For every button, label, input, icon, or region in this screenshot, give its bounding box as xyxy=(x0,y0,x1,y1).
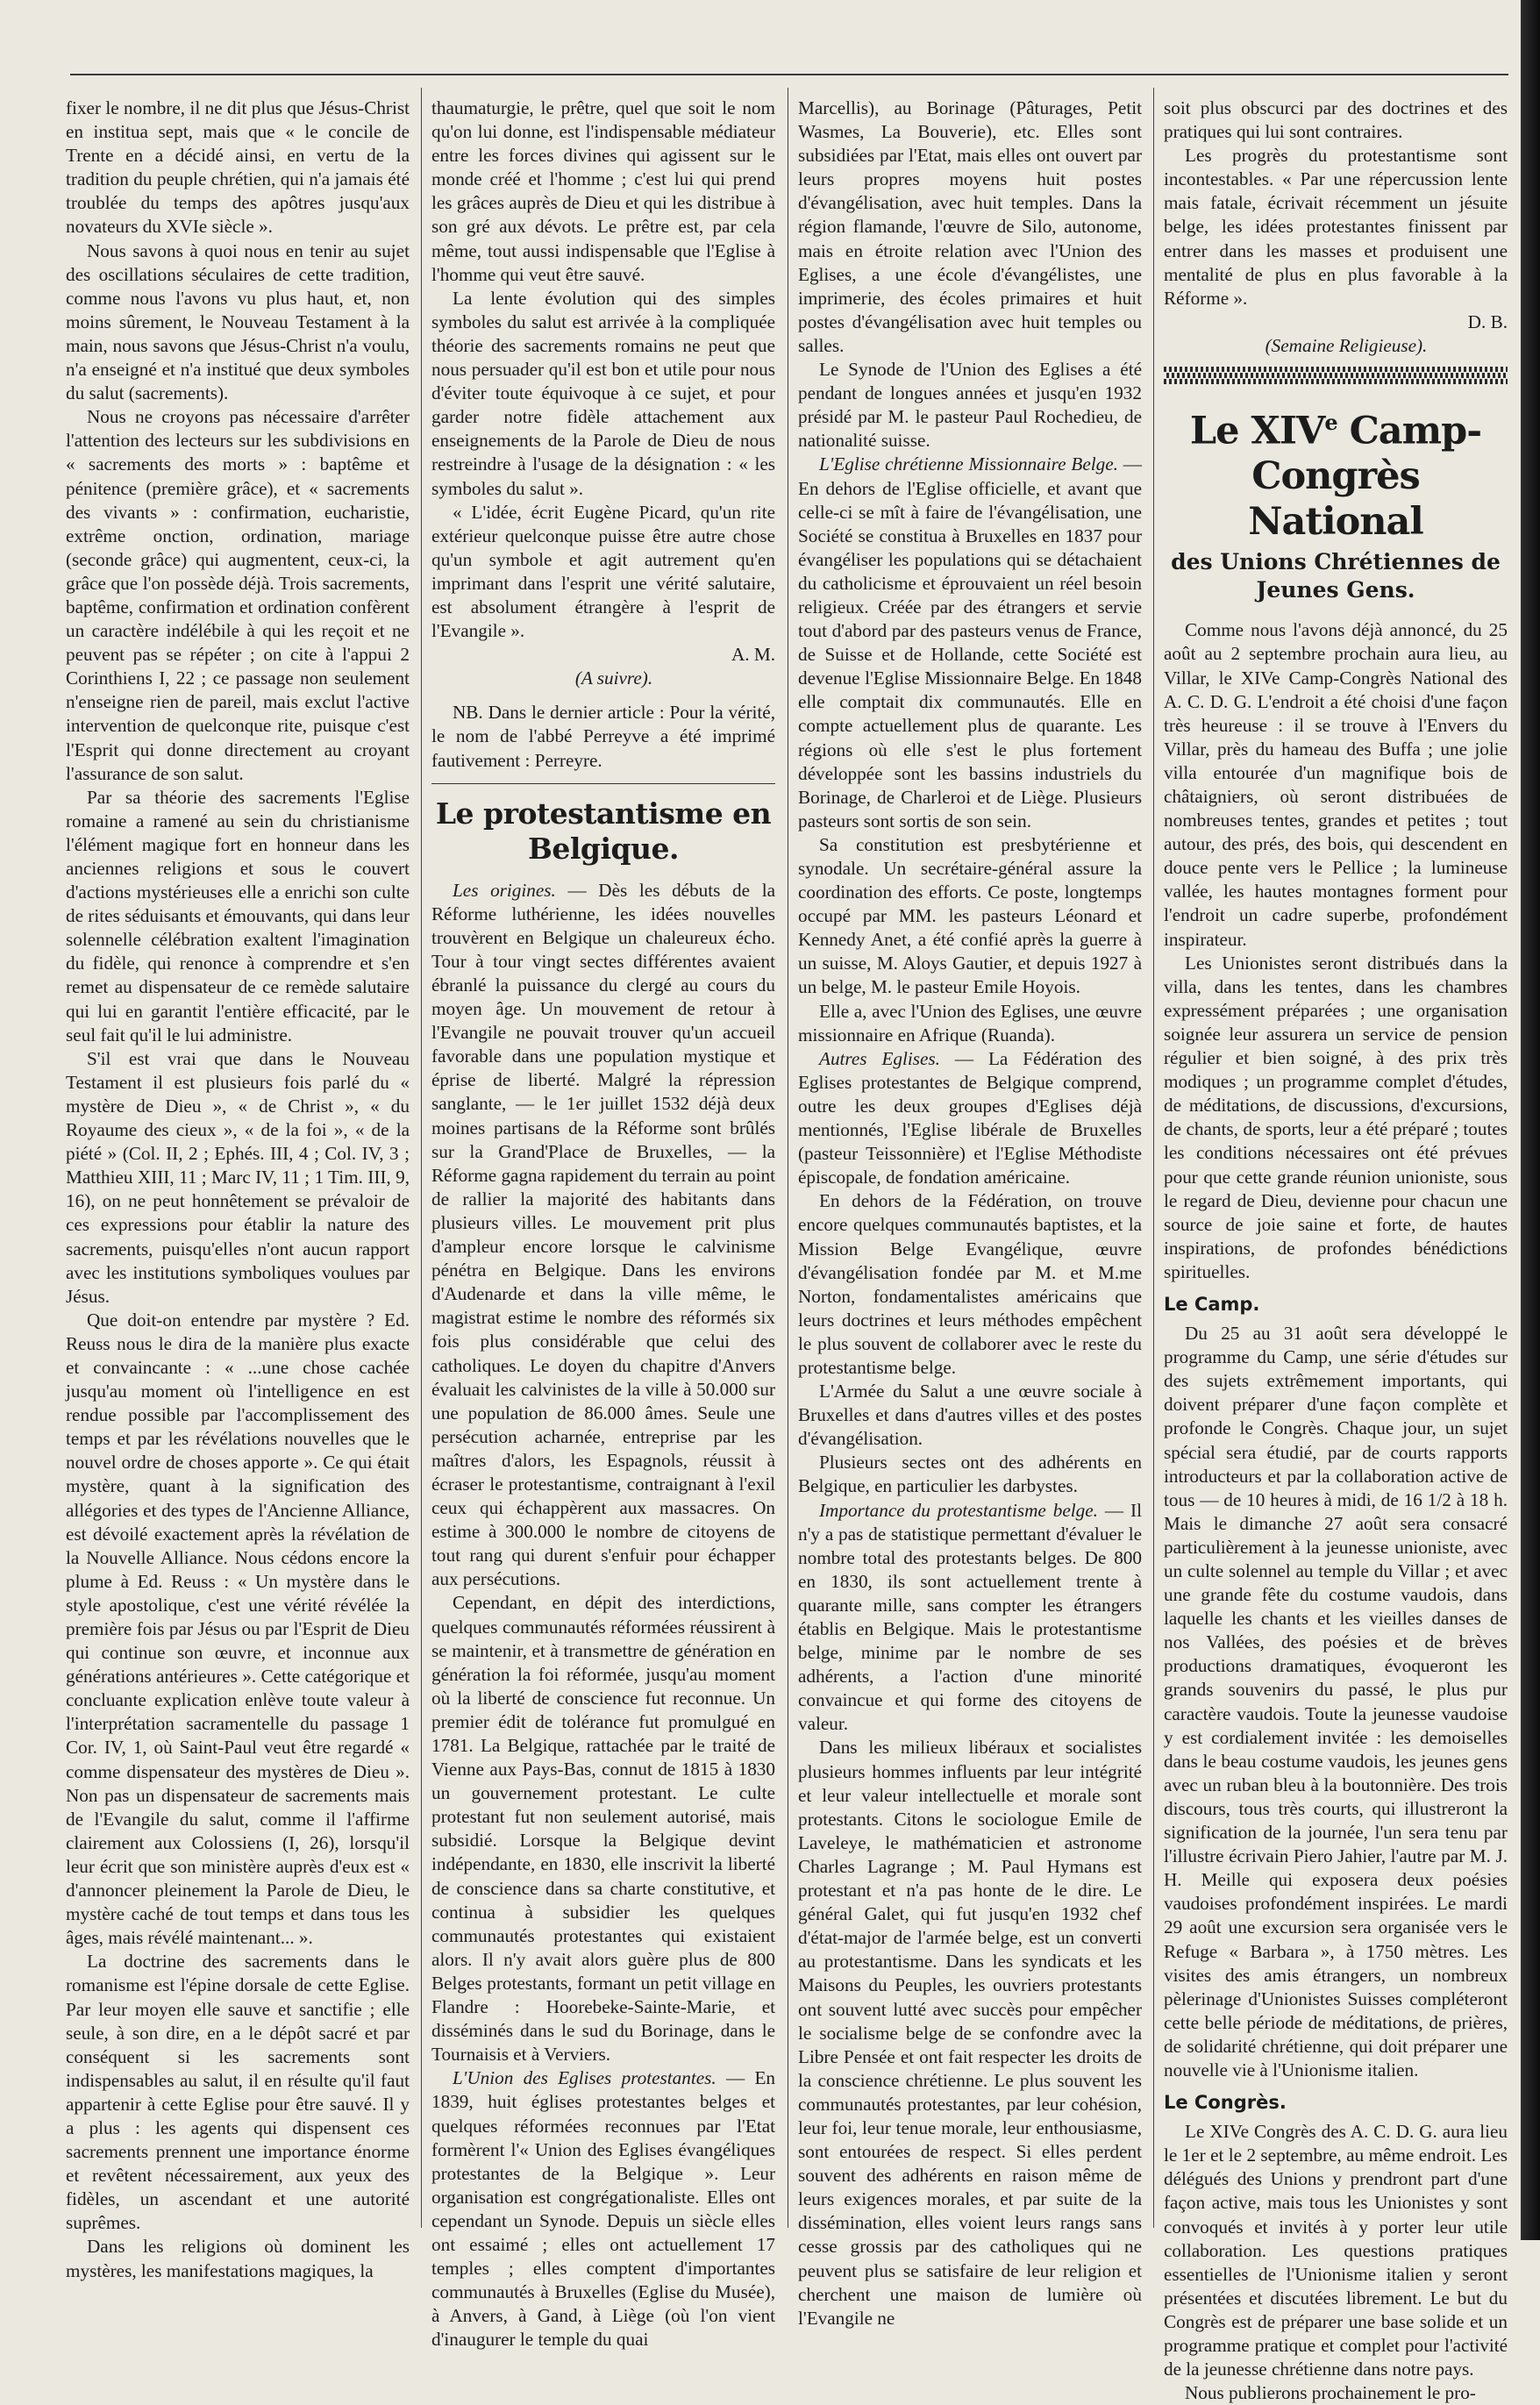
section-text: — Il n'y a pas de statistique permettant d'évaluer le nombre total des protestants belges. De 800 en 1830, ils sont actuellement trente à quarante mille, sans compter les étrangers établis en Belgique. Mais le protestantisme belge, minime par le nombre de ses adhérents, a l'action d'une minorité convaincue et qui forme des citoyens de valeur. xyxy=(798,1499,1142,1735)
paragraph: Dans les milieux libéraux et socialistes plusieurs hommes influents par leur intégrité et leur valeur intellectuelle et morale sont protestants. Citons le sociologue Emile de Laveleye, le mathématicien et astronome Charles Lagrange ; M. Paul Hymans est protestant et n'a pas honte de le dire. Le général Galet, qui fut jusqu'en 1932 chef d'état-major de l'armée belge, est un converti au protestantisme. Dans les syndicats et les Maisons du Peuples, les ouvriers protestants ont souvent lutté avec succès pour empêcher le socialisme belge de se confondre avec la Libre Pensée et ont fait respecter les droits de la conscience chrétienne. Le plus souvent les communautés protestantes, par leur cohésion, leur foi, leur tenue morale, leur enthousiasme, sont entourées de respect. Si elles perdent souvent des adhérents en raison même de leurs exigences morales, et par suite de la dissémination, elles voient leurs rangs sans cesse grossis par des catholiques qui ne peuvent plus se satisfaire de leur religion et cherchent une maison de lumière où l'Evangile ne xyxy=(798,1737,1142,2329)
running-header xyxy=(70,35,1508,75)
paragraph: Le Synode de l'Union des Eglises a été pendant de longues années et jusqu'en 1932 présidé par M. le pasteur Paul Rochedieu, de nationalité suisse. xyxy=(798,359,1142,452)
paragraph: Du 25 au 31 août sera développé le programme du Camp, une série d'études sur des sujets extrêmement importants, qui doivent préparer d'une façon complète et profonde le Congrès. Chaque jour, un sujet spécial sera étudié, par de courts rapports introducteurs et par la collaboration active de tous — de 10 heures à midi, de 16 1/2 à 18 h. Mais le dimanche 27 août sera consacré particulièrement à la jeunesse unioniste, avec un culte solennel au temple du Villar ; et avec une grande fête du costume vaudois, dans laquelle les chants et les vieilles danses de nos Vallées, des poésies et de brèves productions dramatiques, évoqueront les grands souvenirs du passé, le plus pur caractère vaudois. Toute la jeunesse vaudoise y est cordialement invitée : les demoiselles dans le beau costume vaudois, les jeunes gens avec un ruban bleu à la boutonnière. Des trois discours, tous très courts, qui illustreront la signification de la journée, l'un sera tenu par l'illustre écrivain Piero Jahier, l'autre par M. J. H. Meille qui exposera deux poésies vaudoises profondément inspirées. Le mardi 29 août une excursion sera organisée vers le Refuge « Barbara », à 1750 mètres. Les visites des amis étrangers, un nombreux pèlerinage d'Unionistes Suisses compléteront cette belle période de méditations, de prières, de solidarité chrétienne, qui doit préparer une nouvelle vie à l'Unionisme italien. xyxy=(1164,1323,1508,2080)
source-citation: (Semaine Religieuse). xyxy=(1265,334,1428,356)
section-heading: Le Camp. xyxy=(1164,1293,1260,1315)
section-text: — En 1839, huit églises protestantes belges et quelques réformées reconnues par l'Etat formèrent l'« Union des Eglises évangéliques protestantes de la Belgique ». Leur organisation est congrégationaliste. Elles ont cependant un Synode. Depuis un siècle elles ont essaimé ; elles ont actuellement 17 temples ; elles comptent d'importantes communautés à Bruxelles (Eglise du Musée), à Anvers, à Gand, à Liège (où l'on vient d'inaugurer le temple du quai xyxy=(431,2067,775,2351)
paragraph: Marcellis), au Borinage (Pâturages, Petit Wasmes, La Bouverie), etc. Elles sont subsidiées par l'Etat, mais elles ont ouvert par leurs propres moyens huit postes d'évangélisation, avec huit temples. Dans la région flamande, l'œuvre de Silo, autonome, mais en étroite relation avec l'Union des Eglises, a une école d'évangélistes, une imprimerie, des écoles primaires et huit postes d'évangélisation avec huit temples ou salles. xyxy=(798,97,1142,356)
decorative-border xyxy=(1164,367,1508,384)
paragraph: Plusieurs sectes ont des adhérents en Belgique, en particulier les darbystes. xyxy=(798,1452,1142,1497)
paragraph: Dans les religions où dominent les mystères, les manifestations magiques, la xyxy=(66,2236,410,2281)
column-rule xyxy=(421,88,422,2228)
paragraph: Les Unionistes seront distribués dans la villa, dans les tentes, dans les chambres expressément préparées ; une organisation soignée leur assurera un service de pension régulier et bien soigné, à des prix très modiques ; un programme complet d'études, de méditations, de discussions, d'excursions, de chants, de sports, leur a été préparé ; toutes les conditions nécessaires ont été prévues pour que cette grande réunion unioniste, sous le regard de Dieu, devienne pour chacun une source de joie saine et forte, de hautes inspirations, de profondes bénédictions spirituelles. xyxy=(1164,952,1508,1282)
binding-edge xyxy=(1521,0,1540,2240)
paragraph: L'Armée du Salut a une œuvre sociale à Bruxelles et dans d'autres villes et des postes d'évangélisation. xyxy=(798,1381,1142,1450)
paragraph: soit plus obscurci par des doctrines et des pratiques qui lui sont contraires. xyxy=(1164,97,1508,143)
section-lead: Les origines. xyxy=(453,879,556,901)
paragraph xyxy=(431,2066,775,2351)
paragraph: « L'idée, écrit Eugène Picard, qu'un rite extérieur quelconque puisse être autre chose qu'un symbole et agit autrement qu'en imprimant dans l'esprit une vérité salutaire, est absolument étrangère à l'esprit de l'Evangile ». xyxy=(431,501,775,642)
paragraph: Nous savons à quoi nous en tenir au sujet des oscillations séculaires de cette tradition, comme nous l'avons vu plus haut, et, non moins sûrement, le Nouveau Testament à la main, nous savons que Jésus-Christ n'a voulu, n'a enseigné et n'a institué que deux symboles du salut (sacrements). xyxy=(66,239,410,404)
paragraph: La lente évolution qui des simples symboles du salut est arrivée à la compliquée théorie des sacrements romains ne peut que nous persuader qu'il est bon et utile pour nous d'éviter toute équivoque à ce sujet, et pour garder notre fidèle attachement aux enseignements de la Parole de Dieu de nous restreindre à l'usage de la désignation : « les symboles du salut ». xyxy=(431,287,775,499)
author-signature: A. M. xyxy=(731,644,775,666)
column-2 xyxy=(431,96,775,2351)
section-heading: Le Congrès. xyxy=(1164,2092,1287,2114)
article-separator xyxy=(431,783,775,784)
paragraph: fixer le nombre, il ne dit plus que Jésus-Christ en institua sept, mais que « le concile de Trente en a décidé ainsi, en vertu de la tradition du peuple chrétien, qui n'a jamais été troublée du temps des apôtres jusqu'aux novateurs du XVIe siècle ». xyxy=(66,97,410,238)
section-lead: L'Union des Eglises protestantes. xyxy=(453,2067,717,2089)
section-text: — En dehors de l'Eglise officielle, et avant que celle-ci se mît à faire de l'évangélisation, une Société se constitua à Bruxelles en 1837 pour évangéliser les populations qui se détachaient du catholicisme et éprouvaient un réel besoin religieux. Créée par des étrangers et servie tout d'abord par des pasteurs venus de France, de Suisse et de Hollande, cette Société est devenue l'Eglise Missionnaire Belge. En 1848 elle comptait dix communautés. Elle en compte actuellement plus de quarante. Les régions où elle s'est le plus fortement développée sont les bassins industriels du Borinage, de Charleroi et de Liège. Plusieurs pasteurs sont sortis de son sein. xyxy=(798,453,1142,831)
paragraph: Par sa théorie des sacrements l'Eglise romaine a ramené au sein du christianisme l'élément magique fort en honneur dans les anciennes religions et sous le couvert d'actions mystérieuses elle a enrichi son culte de rites séduisants et émouvants, qui dans leur solennelle célébration exaltent l'imagination du fidèle, qui renonce à comprendre et s'en remet au dispensateur de ce remède salutaire qui lui en garantit l'entière efficacité, par le seul fait qu'il le lui administre. xyxy=(66,786,410,1045)
paragraph: S'il est vrai que dans le Nouveau Testament il est plusieurs fois parlé du « mystère de Dieu », « de Christ », « du Royaume des cieux », « de la foi », « de la piété » (Col. II, 2 ; Ephés. III, 4 ; Col. IV, 3 ; Matthieu XIII, 11 ; Marc IV, 11 ; 1 Tim. III, 9, 16), on ne peut honnêtement se prévaloir de ces expressions pour établir la nature des sacrements, puisqu'elles n'ont aucun rapport avec les institutions symboliques voulues par Jésus. xyxy=(66,1047,410,1307)
paragraph: thaumaturgie, le prêtre, quel que soit le nom qu'on lui donne, est l'indispensable médiateur entre les forces divines qui agissent sur le monde créé et l'homme ; c'est lui qui prend les grâces auprès de Dieu et qui les distribue à son gré aux dévots. Le prêtre est, par cela même, tout aussi indispensable que l'Eglise à l'homme qui veut être sauvé. xyxy=(431,97,775,285)
paragraph: Le XIVe Congrès des A. C. D. G. aura lieu le 1er et le 2 septembre, au même endroit. Les délégués des Unions y prendront part d'une façon active, mais tous les Unionistes y sont convoqués et invités à y porter leur utile collaboration. Les questions pratiques essentielles de l'Unionisme italien y seront présentées et discutées librement. Le but du Congrès est de préparer une base solide et un programme pratique et complet pour l'activité de la jeunesse chrétienne dans notre pays. xyxy=(1164,2121,1508,2380)
article-subtitle: des Unions Chrétiennes de Jeunes Gens. xyxy=(1171,549,1501,603)
article-title: Le protestantisme en Belgique. xyxy=(435,796,772,866)
author-signature: D. B. xyxy=(1467,310,1508,332)
column-rule xyxy=(1153,88,1154,2228)
section-text: — La Fédération des Eglises protestantes de Belgique comprend, outre les deux groupes d'Eglises déjà mentionnés, l'Eglise libérale de Bruxelles (pasteur Teissonnière) et l'Eglise Méthodiste épiscopale, de fondation américaine. xyxy=(798,1047,1142,1188)
paragraph: En dehors de la Fédération, on trouve encore quelques communautés baptistes, et la Mission Belge Evangélique, œuvre d'évangélisation fondée par M. et M.me Norton, fondamentalistes américains que leurs doctrines et leurs méthodes empêchent le plus souvent de collaborer avec le reste du protestantisme belge. xyxy=(798,1190,1142,1378)
paragraph xyxy=(798,453,1142,833)
paragraph xyxy=(431,879,775,1592)
to-be-continued: (A suivre). xyxy=(574,667,653,689)
editor-note: NB. Dans le dernier article : Pour la vérité, le nom de l'abbé Perreyve a été imprimé fautivement : Perreyre. xyxy=(431,702,775,771)
title-text: Le XIV xyxy=(1189,409,1325,453)
section-lead: Importance du protestantisme belge. xyxy=(819,1499,1098,1521)
paragraph: Les progrès du protestantisme sont incontestables. « Par une répercussion lente mais fatale, écrivait récemment un jésuite belge, les idées protestantes finissent par entrer dans les masses et produisent une mentalité de plus en plus favorable à la Réforme ». xyxy=(1164,145,1508,309)
paragraph: Nous publierons prochainement le pro- xyxy=(1185,2382,1476,2404)
section-lead: L'Eglise chrétienne Missionnaire Belge. xyxy=(819,453,1118,475)
column-1 xyxy=(66,96,410,2281)
paragraph: Que doit-on entendre par mystère ? Ed. Reuss nous le dira de la manière plus exacte et convaincante : « ...une chose cachée jusqu'au moment où l'intelligence en est rendue possible par l'accomplissement des temps et par les révélations nouvelles que le nouvel ordre de choses apporte ». Ce qui était mystère, quant à la signification des allégories et des types de l'Ancienne Alliance, est dévoilé exactement après la révélation de la Nouvelle Alliance. Nous cédons encore la plume à Ed. Reuss : « Un mystère dans le style apostolique, c'est une vérité révélée la première fois par Jésus ou par l'Esprit de Dieu qui continue son œuvre, et inconnue aux générations antérieures ». Cette catégorique et concluante explication enlève toute valeur à l'interprétation sacramentelle du passage 1 Cor. IV, 1, où Saint-Paul veut être regardé « comme dispensateur des mystères de Dieu ». Non pas un dispensateur de sacrements mais de l'Evangile du salut, comme il l'affirme clairement aux Colossiens (I, 26), lorsqu'il leur écrit que son ministère auprès d'eux est « d'annoncer pleinement la Parole de Dieu, le mystère caché de tout temps et dans tous les âges, mais révélé maintenant... ». xyxy=(66,1309,410,1949)
paragraph: La doctrine des sacrements dans le romanisme est l'épine dorsale de cette Eglise. Par leur moyen elle sauve et sanctifie ; elle seule, à son dire, en a le dépôt sacré et par conséquent si les sacrements sont indispensables au salut, il en résulte qu'il faut appartenir à cette Eglise pour être sauvé. Il y a plus : les agents qui dispensent ces sacrements prennent une importance énorme et revêtent nécessairement, aux yeux des fidèles, un ascendant et une autorité suprêmes. xyxy=(66,1951,410,2234)
section-lead: Autres Eglises. xyxy=(819,1047,940,1069)
paragraph: Elle a, avec l'Union des Eglises, une œuvre missionnaire en Afrique (Ruanda). xyxy=(798,1000,1142,1045)
title-superscript: e xyxy=(1324,410,1337,436)
article-title xyxy=(1164,400,1508,545)
paragraph: Cependant, en dépit des interdictions, quelques communautés réformées réussirent à se maintenir, et à transmettre de génération en génération la foi réformée, jusqu'au moment où la liberté de conscience fut reconnue. Un premier édit de tolérance fut promulgué en 1781. La Belgique, rattachée par le traité de Vienne aux Pays-Bas, connut de 1815 à 1830 un gouvernement protestant. Le culte protestant fut non seulement autorisé, mais subsidié. Lorsque la Belgique devint indépendante, en 1830, elle inscrivit la liberté de conscience dans sa charte constitutive, et continua à subsidier les quelques communautés protestantes qui existaient alors. Il n'y avait alors guère plus de 800 Belges protestants, formant un petit village en Flandre : Hoorebeke-Sainte-Marie, et disséminés dans le sud du Borinage, dans le Tournaisis et à Verviers. xyxy=(431,1592,775,2066)
column-3 xyxy=(798,96,1142,2329)
paragraph xyxy=(798,1047,1142,1190)
paragraph: Nous ne croyons pas nécessaire d'arrêter l'attention des lecteurs sur les subdivisions en « sacrements des morts » : baptême et pénitence (première grâce), et « sacrements des vivants » : confirmation, eucharistie, extrême onction, ordination, mariage (seconde grâce) qui augmentent, ceux-ci, la grâce que l'on possède déjà. Trois sacrements, baptême, confirmation et ordination confèrent un caractère indélébile à qui les reçoit et ne peuvent pas se répéter ; on cite à l'appui 2 Corinthiens I, 22 ; ce passage non seulement n'enseigne rien de pareil, mais exclut l'active intervention de quelconque rite, puisque c'est l'Esprit qui donne directement au croyant l'assurance de son salut. xyxy=(66,406,410,784)
paragraph: Comme nous l'avons déjà annoncé, du 25 août au 2 septembre prochain aura lieu, au Villar, le XIVe Camp-Congrès National des A. C. D. G. L'endroit a été choisi d'une façon très heureuse : il se trouve à l'Envers du Villar, près du hameau des Buffa ; une jolie villa entourée d'un magnifique bois de châtaigniers, où seront distribuées de nombreuses tentes, grandes et petites ; tout autour, des prés, des bois, qui descendent en douce pente vers le Pellice ; la lumineuse vallée, les hautes montagnes forment pour l'endroit un cadre superbe, profondément inspirateur. xyxy=(1164,619,1508,950)
section-text: — Dès les débuts de la Réforme luthérienne, les idées nouvelles trouvèrent en Belgique un chaleureux écho. Tour à tour vingt sectes différentes avaient ébranlé la puissance du clergé au cours du moyen âge. Un mouvement de retour à l'Evangile ne pouvait trouver qu'un accueil favorable dans une population mystique et éprise de liberté. Malgré la répression sanglante, — le 1er juillet 1532 déjà deux moines partisans de la Réforme sont brûlés sur la Grand'Place de Bruxelles, — la Réforme gagna rapidement du terrain au point de rallier la majorité des habitants dans plusieurs villes. Le mouvement prit plus d'ampleur encore lorsque le calvinisme pénétra en Belgique. Dans les environs d'Audenarde et dans la ville même, le magistrat estime le nombre des réformés six fois plus considérable que celui des catholiques. Le doyen du chapitre d'Anvers évaluait les calvinistes de la ville à 50.000 sur une population de 86.000 âmes. Seule une persécution acharnée, entreprise par les maîtres d'alors, les Espagnols, réussit à écraser le protestantisme, contraignant à l'exil ceux qui échappèrent aux massacres. On estime à 300.000 le nombre de citoyens de tout rang qui durent s'enfuir pour échapper aux persécutions. xyxy=(431,879,775,1590)
title-text-rest: Camp-Congrès National xyxy=(1248,409,1482,545)
column-4 xyxy=(1164,96,1508,2404)
paragraph xyxy=(798,1499,1142,1737)
paragraph: Sa constitution est presbytérienne et synodale. Un secrétaire-général assure la coordination des efforts. Ce poste, longtemps occupé par MM. les pasteurs Léonard et Kennedy Anet, a été confié après la guerre à un suisse, M. Aloys Gautier, et depuis 1927 à un belge, M. le pasteur Emile Hoyois. xyxy=(798,833,1142,998)
